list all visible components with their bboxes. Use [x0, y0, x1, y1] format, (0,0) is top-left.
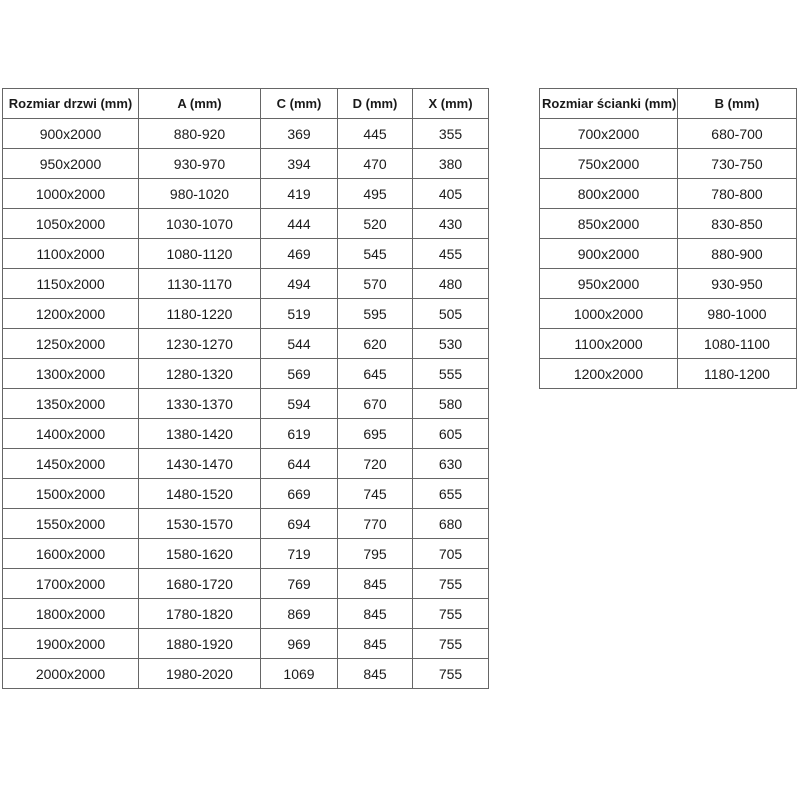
table-cell: 369: [261, 119, 338, 149]
table-cell: 755: [413, 629, 489, 659]
table-cell: 845: [338, 629, 413, 659]
table-cell: 670: [338, 389, 413, 419]
table-cell: 505: [413, 299, 489, 329]
header-cell: C (mm): [261, 89, 338, 119]
door-size-table: [2, 88, 489, 689]
table-cell: 655: [413, 479, 489, 509]
header-cell: Rozmiar drzwi (mm): [3, 89, 139, 119]
table-cell: 355: [413, 119, 489, 149]
table-cell: 569: [261, 359, 338, 389]
table-row: [3, 329, 489, 359]
table-cell: 544: [261, 329, 338, 359]
table-cell: 1430-1470: [139, 449, 261, 479]
table-cell: 745: [338, 479, 413, 509]
table-row: [3, 659, 489, 689]
table-cell: 1250x2000: [3, 329, 139, 359]
table-cell: 394: [261, 149, 338, 179]
table-row: [540, 239, 797, 269]
table-cell: 930-950: [678, 269, 797, 299]
table-cell: 1130-1170: [139, 269, 261, 299]
table-row: [3, 539, 489, 569]
header-cell: X (mm): [413, 89, 489, 119]
table-cell: 1480-1520: [139, 479, 261, 509]
table-cell: 445: [338, 119, 413, 149]
table-row: [3, 509, 489, 539]
header-cell: A (mm): [139, 89, 261, 119]
table-cell: 1080-1100: [678, 329, 797, 359]
table-cell: 1100x2000: [540, 329, 678, 359]
table-row: [3, 209, 489, 239]
table-row: [540, 329, 797, 359]
table-row: [3, 479, 489, 509]
table-row: [540, 209, 797, 239]
table-cell: 1280-1320: [139, 359, 261, 389]
table-cell: 770: [338, 509, 413, 539]
table-row: [540, 299, 797, 329]
door-table-body: [3, 119, 489, 689]
table-cell: 669: [261, 479, 338, 509]
table-cell: 1580-1620: [139, 539, 261, 569]
table-cell: 1350x2000: [3, 389, 139, 419]
table-cell: 494: [261, 269, 338, 299]
table-cell: 495: [338, 179, 413, 209]
table-row: [3, 419, 489, 449]
table-row: [3, 449, 489, 479]
table-cell: 419: [261, 179, 338, 209]
header-cell: Rozmiar ścianki (mm): [540, 89, 678, 119]
table-row: [3, 599, 489, 629]
table-cell: 1500x2000: [3, 479, 139, 509]
table-cell: 880-900: [678, 239, 797, 269]
table-cell: 545: [338, 239, 413, 269]
table-cell: 700x2000: [540, 119, 678, 149]
table-cell: 1150x2000: [3, 269, 139, 299]
table-cell: 969: [261, 629, 338, 659]
table-row: [3, 359, 489, 389]
table-cell: 470: [338, 149, 413, 179]
table-cell: 950x2000: [540, 269, 678, 299]
table-cell: 605: [413, 419, 489, 449]
table-cell: 1080-1120: [139, 239, 261, 269]
table-cell: 555: [413, 359, 489, 389]
table-row: [3, 269, 489, 299]
table-cell: 1680-1720: [139, 569, 261, 599]
table-cell: 930-970: [139, 149, 261, 179]
table-row: [3, 179, 489, 209]
table-cell: 1030-1070: [139, 209, 261, 239]
table-cell: 530: [413, 329, 489, 359]
table-cell: 1069: [261, 659, 338, 689]
table-cell: 1050x2000: [3, 209, 139, 239]
table-cell: 1200x2000: [3, 299, 139, 329]
table-cell: 430: [413, 209, 489, 239]
table-cell: 1000x2000: [540, 299, 678, 329]
table-cell: 769: [261, 569, 338, 599]
table-cell: 570: [338, 269, 413, 299]
table-cell: 845: [338, 569, 413, 599]
table-cell: 1450x2000: [3, 449, 139, 479]
table-row: [540, 269, 797, 299]
table-cell: 1880-1920: [139, 629, 261, 659]
table-cell: 620: [338, 329, 413, 359]
table-cell: 1000x2000: [3, 179, 139, 209]
header-cell: B (mm): [678, 89, 797, 119]
table-cell: 1230-1270: [139, 329, 261, 359]
table-cell: 950x2000: [3, 149, 139, 179]
table-cell: 1200x2000: [540, 359, 678, 389]
table-cell: 595: [338, 299, 413, 329]
table-cell: 900x2000: [3, 119, 139, 149]
wall-size-table: [539, 88, 797, 389]
table-cell: 695: [338, 419, 413, 449]
door-table-header-row: [3, 89, 489, 119]
table-cell: 694: [261, 509, 338, 539]
table-row: [3, 119, 489, 149]
table-cell: 1530-1570: [139, 509, 261, 539]
table-cell: 520: [338, 209, 413, 239]
table-cell: 480: [413, 269, 489, 299]
table-row: [540, 359, 797, 389]
table-cell: 680: [413, 509, 489, 539]
table-row: [3, 149, 489, 179]
table-cell: 455: [413, 239, 489, 269]
table-cell: 755: [413, 569, 489, 599]
table-cell: 830-850: [678, 209, 797, 239]
table-cell: 519: [261, 299, 338, 329]
table-cell: 755: [413, 599, 489, 629]
table-cell: 720: [338, 449, 413, 479]
table-row: [3, 299, 489, 329]
table-cell: 980-1020: [139, 179, 261, 209]
table-cell: 900x2000: [540, 239, 678, 269]
table-cell: 750x2000: [540, 149, 678, 179]
table-row: [540, 179, 797, 209]
table-cell: 1700x2000: [3, 569, 139, 599]
table-cell: 680-700: [678, 119, 797, 149]
table-cell: 795: [338, 539, 413, 569]
table-cell: 719: [261, 539, 338, 569]
table-cell: 444: [261, 209, 338, 239]
table-cell: 1900x2000: [3, 629, 139, 659]
table-row: [540, 119, 797, 149]
table-cell: 594: [261, 389, 338, 419]
table-cell: 619: [261, 419, 338, 449]
table-row: [3, 239, 489, 269]
table-cell: 1180-1200: [678, 359, 797, 389]
table-cell: 580: [413, 389, 489, 419]
table-cell: 1400x2000: [3, 419, 139, 449]
header-cell: D (mm): [338, 89, 413, 119]
wall-table-header-row: [540, 89, 797, 119]
table-cell: 469: [261, 239, 338, 269]
table-cell: 1180-1220: [139, 299, 261, 329]
table-cell: 1330-1370: [139, 389, 261, 419]
table-cell: 380: [413, 149, 489, 179]
table-row: [3, 629, 489, 659]
table-cell: 869: [261, 599, 338, 629]
table-cell: 1300x2000: [3, 359, 139, 389]
table-cell: 1800x2000: [3, 599, 139, 629]
table-cell: 1100x2000: [3, 239, 139, 269]
table-cell: 800x2000: [540, 179, 678, 209]
table-cell: 780-800: [678, 179, 797, 209]
table-cell: 880-920: [139, 119, 261, 149]
table-cell: 1980-2020: [139, 659, 261, 689]
table-cell: 2000x2000: [3, 659, 139, 689]
wall-table-body: [540, 119, 797, 389]
table-cell: 850x2000: [540, 209, 678, 239]
table-cell: 1550x2000: [3, 509, 139, 539]
table-cell: 645: [338, 359, 413, 389]
table-cell: 730-750: [678, 149, 797, 179]
table-cell: 845: [338, 659, 413, 689]
table-cell: 644: [261, 449, 338, 479]
table-cell: 405: [413, 179, 489, 209]
table-cell: 980-1000: [678, 299, 797, 329]
table-row: [540, 149, 797, 179]
table-cell: 705: [413, 539, 489, 569]
table-cell: 755: [413, 659, 489, 689]
table-cell: 1600x2000: [3, 539, 139, 569]
table-row: [3, 389, 489, 419]
table-cell: 1780-1820: [139, 599, 261, 629]
table-row: [3, 569, 489, 599]
table-cell: 845: [338, 599, 413, 629]
table-cell: 1380-1420: [139, 419, 261, 449]
table-cell: 630: [413, 449, 489, 479]
